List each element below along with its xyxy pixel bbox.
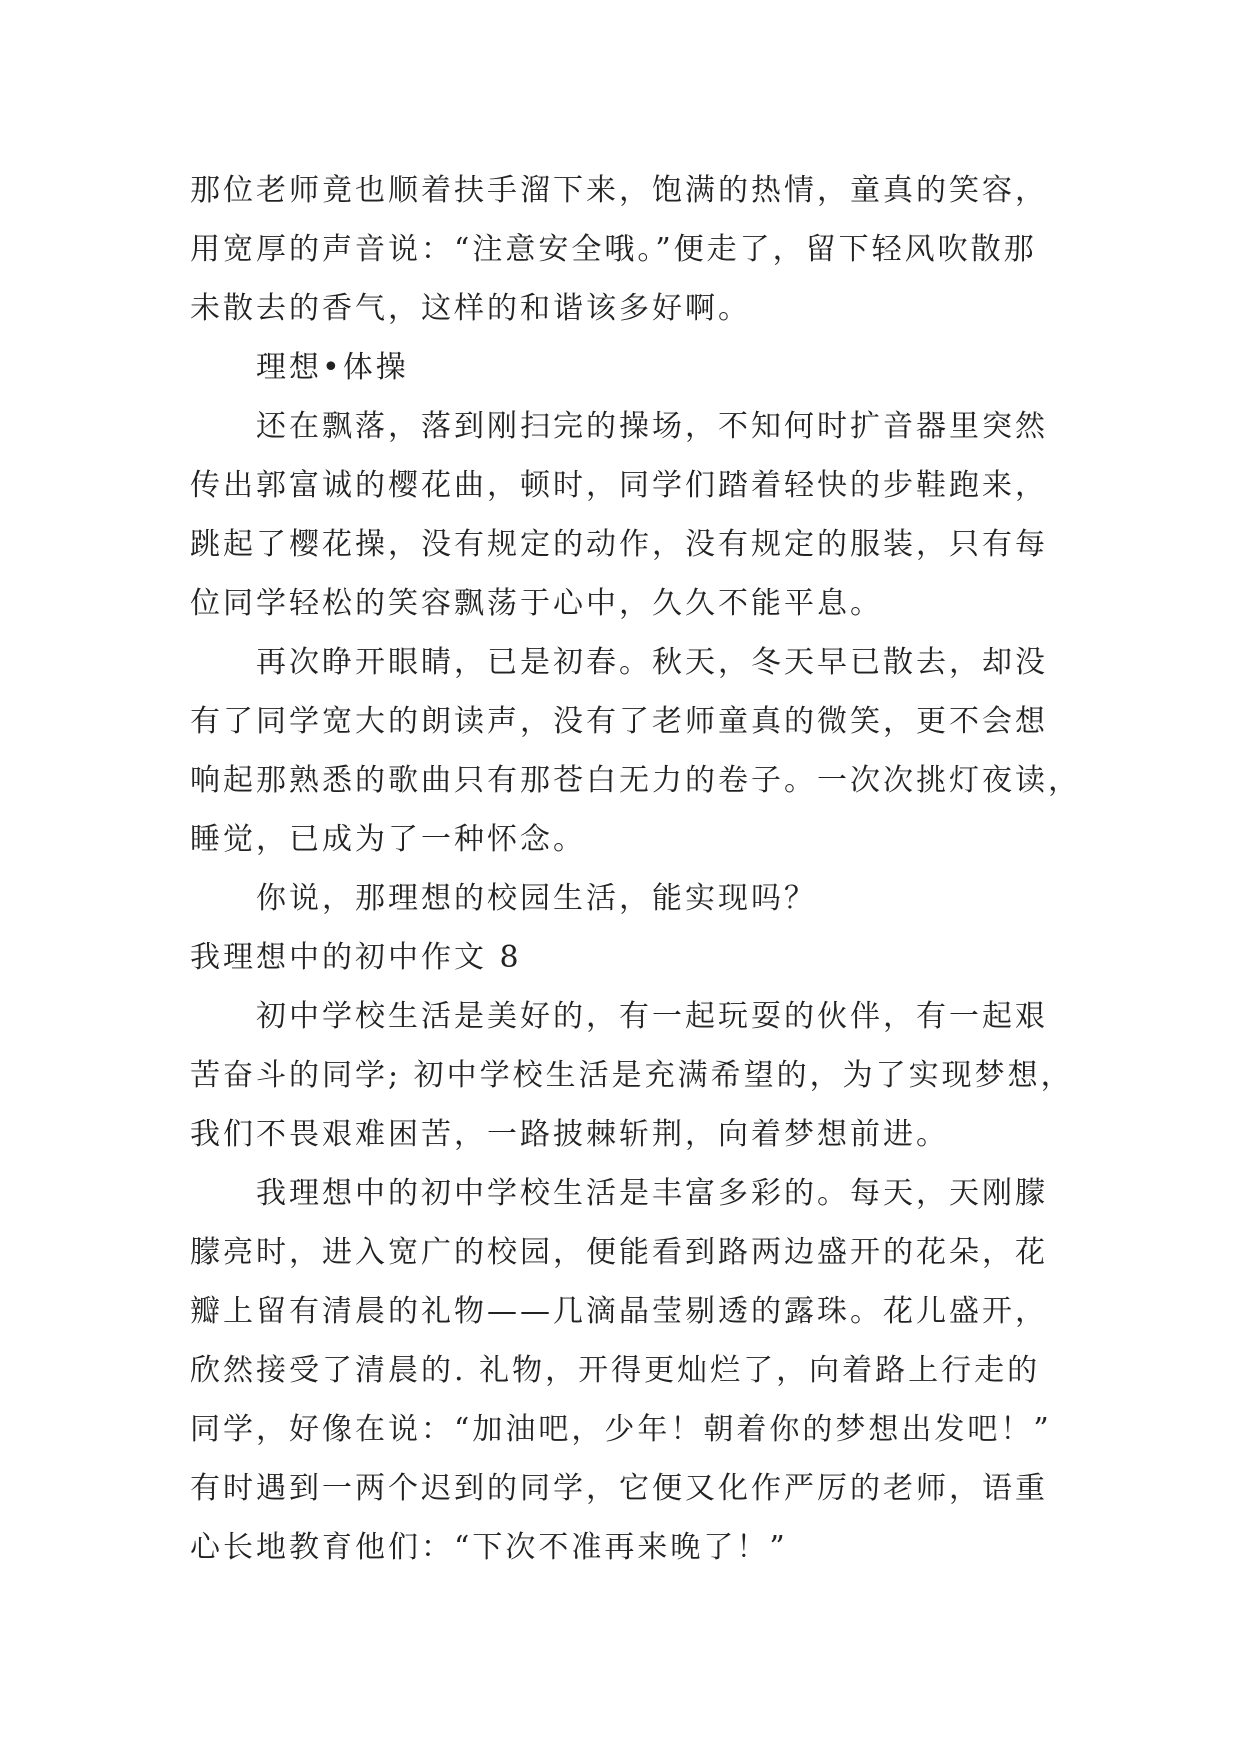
text-line: 你说，那理想的校园生活，能实现吗？ xyxy=(256,881,817,916)
document-page xyxy=(190,161,1080,1577)
text-line: 我们不畏艰难困苦，一路披棘斩荆，向着梦想前进。 xyxy=(190,1117,949,1152)
text-line: 传出郭富诚的樱花曲，顿时，同学们踏着轻快的步鞋跑来， xyxy=(190,468,1048,503)
text-line: 苦奋斗的同学; 初中学校生活是充满希望的，为了实现梦想， xyxy=(190,1058,1074,1093)
text-line: 还在飘落，落到刚扫完的操场，不知何时扩音器里突然 xyxy=(256,409,1048,444)
text-line: 有时遇到一两个迟到的同学，它便又化作严厉的老师，语重 xyxy=(190,1471,1048,1506)
text-line: 初中学校生活是美好的，有一起玩耍的伙伴，有一起艰 xyxy=(256,999,1048,1034)
text-line: 理想•体操 xyxy=(256,350,409,385)
text-line: 跳起了樱花操，没有规定的动作，没有规定的服装，只有每 xyxy=(190,527,1048,562)
text-line: 心长地教育他们：“下次不准再来晚了！” xyxy=(190,1530,788,1565)
text-line: 欣然接受了清晨的. 礼物，开得更灿烂了，向着路上行走的 xyxy=(190,1353,1041,1388)
text-line: 有了同学宽大的朗读声，没有了老师童真的微笑，更不会想 xyxy=(190,704,1048,739)
text-line: 未散去的香气，这样的和谐该多好啊。 xyxy=(190,291,751,326)
text-line: 瓣上留有清晨的礼物——几滴晶莹剔透的露珠。花儿盛开， xyxy=(190,1294,1048,1329)
text-line: 再次睁开眼睛，已是初春。秋天，冬天早已散去，却没 xyxy=(256,645,1048,680)
text-line: 用宽厚的声音说：“注意安全哦。”便走了，留下轻风吹散那 xyxy=(190,232,1037,267)
text-line: 同学，好像在说：“加油吧，少年！朝着你的梦想出发吧！” xyxy=(190,1412,1052,1447)
text-line: 朦亮时，进入宽广的校园，便能看到路两边盛开的花朵，花 xyxy=(190,1235,1048,1270)
section-heading: 我理想中的初中作文 8 xyxy=(190,940,522,975)
text-line: 睡觉，已成为了一种怀念。 xyxy=(190,822,586,857)
text-line: 我理想中的初中学校生活是丰富多彩的。每天，天刚朦 xyxy=(256,1176,1048,1211)
text-line: 位同学轻松的笑容飘荡于心中，久久不能平息。 xyxy=(190,586,883,621)
document-body xyxy=(190,161,1080,1577)
text-line: 响起那熟悉的歌曲只有那苍白无力的卷子。一次次挑灯夜读， xyxy=(190,763,1081,798)
text-line: 那位老师竟也顺着扶手溜下来，饱满的热情，童真的笑容， xyxy=(190,173,1048,208)
